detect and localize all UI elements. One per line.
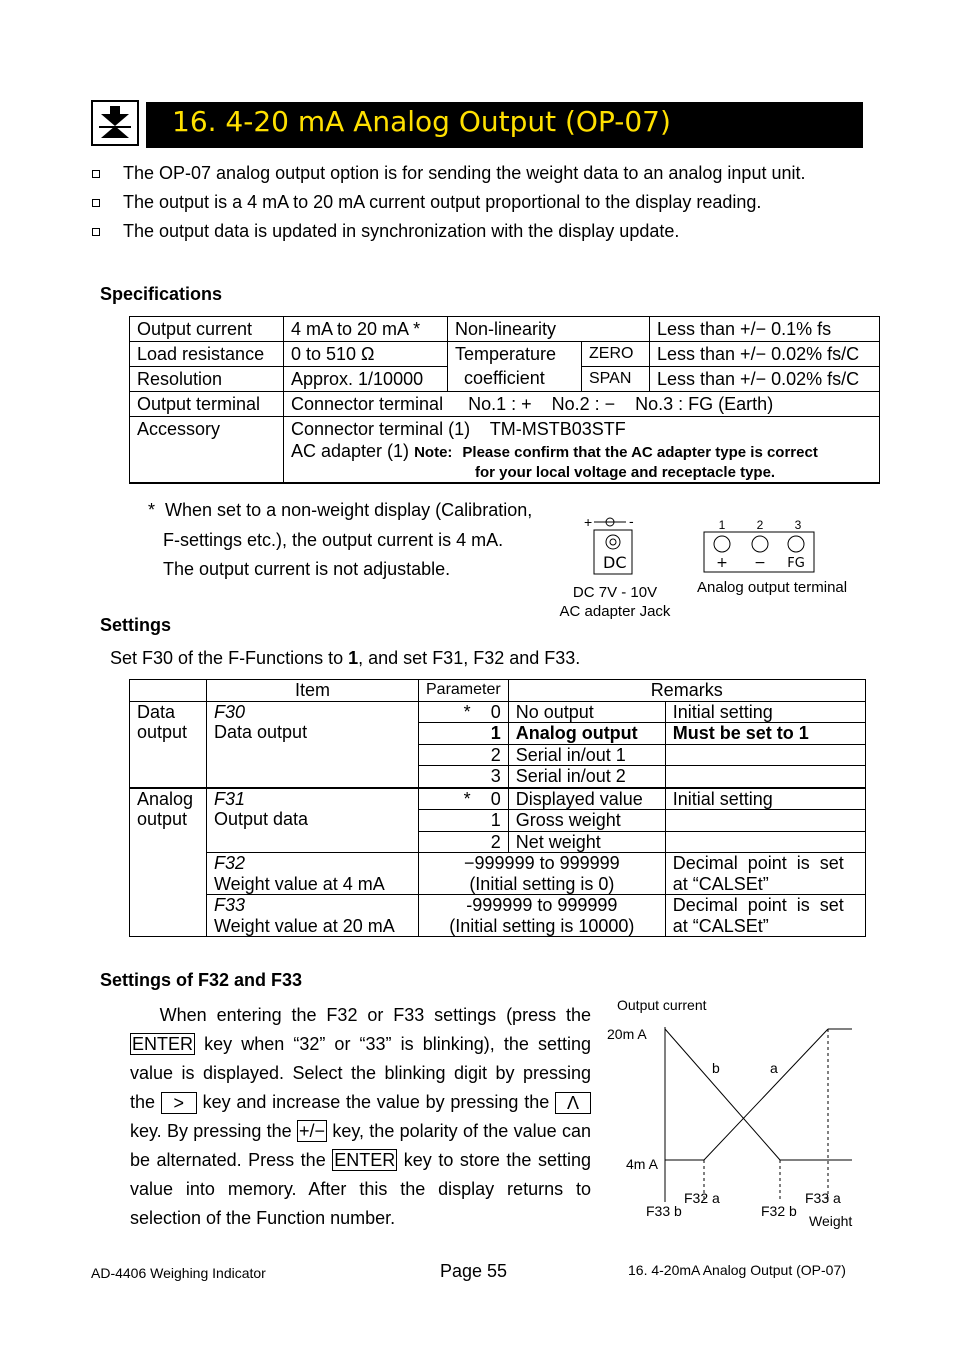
download-arrow-icon [93,102,137,144]
graph-y-top: 20m A [607,1026,647,1042]
svg-text:−: − [754,555,766,571]
line-b-label: b [712,1060,720,1076]
svg-text:2: 2 [756,518,764,532]
table-row: Output current 4 mA to 20 mA * Non-linearity Less than +/− 0.1% fs [130,317,880,342]
settings-intro: Set F30 of the F-Functions to 1, and set F31, F32 and F33. [110,648,581,668]
f33a-label: F33 a [805,1190,841,1206]
list-item: The OP-07 analog output option is for sending the weight data to an analog input unit. [92,160,892,189]
terminal-caption: Analog output terminal [697,579,848,596]
list-item: The output is a 4 mA to 20 mA current output proportional to the display reading. [92,189,892,218]
svg-text:3: 3 [794,518,802,532]
list-item: The output data is updated in synchronization with the display update. [92,218,892,247]
specifications-table [129,316,880,484]
table-row: Accessory Connector terminal (1) TM-MSTB03STF AC adapter (1) Note: Please confirm that the AC adapter type is correct for your local voltage and receptacle type. [130,417,880,484]
enter-key: ENTER [132,1034,194,1054]
footnote: * When set to a non-weight display (Calibration, F-settings etc.), the output current is 4 mA. The output current is not adjustable. [148,500,533,579]
dc-label: DC [603,553,627,572]
enter-key: ENTER [334,1150,396,1170]
svg-text:+: + [716,555,728,571]
settings-table: Item Parameter Remarks Data output F30 Data output * 0 No output Initial setting 1 Analog output Must be set to 1 2 Serial in/out 1 3 Serial in/out 2 Analog output F31 Output data * 0 Displayed value Initial setting 1 Gross weight 2 Net weight F32 Weight value at 4 mA −999999 to 999999 (Initial setting is 0) Decimal point is set at “CALSEt” F33 Weight value at 20 mA -999999 to 999999 (Initial setting is 10000) Decimal point is set at “CALSEt” [129,679,866,937]
footer-right: 16. 4-20mA Analog Output (OP-07) [628,1262,846,1278]
line-a-label: a [770,1060,778,1076]
table-row: Data output F30 Data output * 0 No output Initial setting [130,701,866,723]
svg-text:1: 1 [718,518,726,532]
intro-list [92,160,892,247]
table-row: Resolution Approx. 1/10000 SPAN Less than +/− 0.02% fs/C [130,367,880,392]
table-row: 3 Serial in/out 2 [130,766,866,788]
plus-minus-key: +/− [298,1121,326,1141]
dc-plus-label: + [584,514,593,530]
svg-text:FG: FG [787,556,805,571]
bullet-icon [92,170,100,178]
f33b-label: F33 b [646,1203,682,1219]
table-row: 2 Net weight [130,831,866,853]
f32-f33-heading: Settings of F32 and F33 [100,970,303,990]
table-row: 1 Gross weight [130,810,866,832]
dc-minus-label: - [629,513,634,529]
output-current-graph [600,992,870,1240]
chapter-title: 16. 4-20 mA Analog Output (OP-07) [172,105,671,138]
temperature-label: Temperature coefficient [448,342,582,392]
dc-jack-caption: DC 7V - 10V AC adapter Jack [559,584,671,620]
chapter-title-bar [146,102,863,148]
footer-left: AD-4406 Weighing Indicator [91,1265,266,1281]
f32-f33-paragraph: When entering the F32 or F33 settings (press the ENTER key when “32” or “33” is blinking), the setting value is displayed. Select the blinking digit by pressing the > key and increase the value by pressing the Λ key. By pressing the +/− key, the polarity of the value can be alternated. Press the ENTER key to store the setting value into memory. After this the display returns to selection of the Function number. [130,1005,591,1228]
dc-jack-diagram [580,510,650,578]
settings-heading: Settings [100,615,172,635]
graph-y-title: Output current [617,997,707,1013]
table-row: 1 Analog output Must be set to 1 [130,723,866,745]
x-axis-label: Weight [809,1213,853,1229]
specifications-heading: Specifications [100,284,223,304]
page-number: Page 55 [440,1261,508,1281]
right-key: > [161,1092,197,1114]
bullet-icon [92,228,100,236]
table-row: Analog output F31 Output data * 0 Displayed value Initial setting [130,788,866,810]
graph-y-bottom: 4m A [626,1156,658,1172]
table-row: Load resistance 0 to 510 Ω Temperature coefficient ZERO Less than +/− 0.02% fs/C [130,342,880,367]
table-row: Output terminal Connector terminal No.1 : + No.2 : − No.3 : FG (Earth) [130,392,880,417]
analog-terminal-diagram [702,515,818,575]
f32a-label: F32 a [684,1190,720,1206]
up-key: Λ [555,1092,591,1114]
bullet-icon [92,199,100,207]
table-row: 2 Serial in/out 1 [130,744,866,766]
chapter-icon [91,100,139,146]
f32b-label: F32 b [761,1203,797,1219]
table-header-row: Item Parameter Remarks [130,680,866,702]
